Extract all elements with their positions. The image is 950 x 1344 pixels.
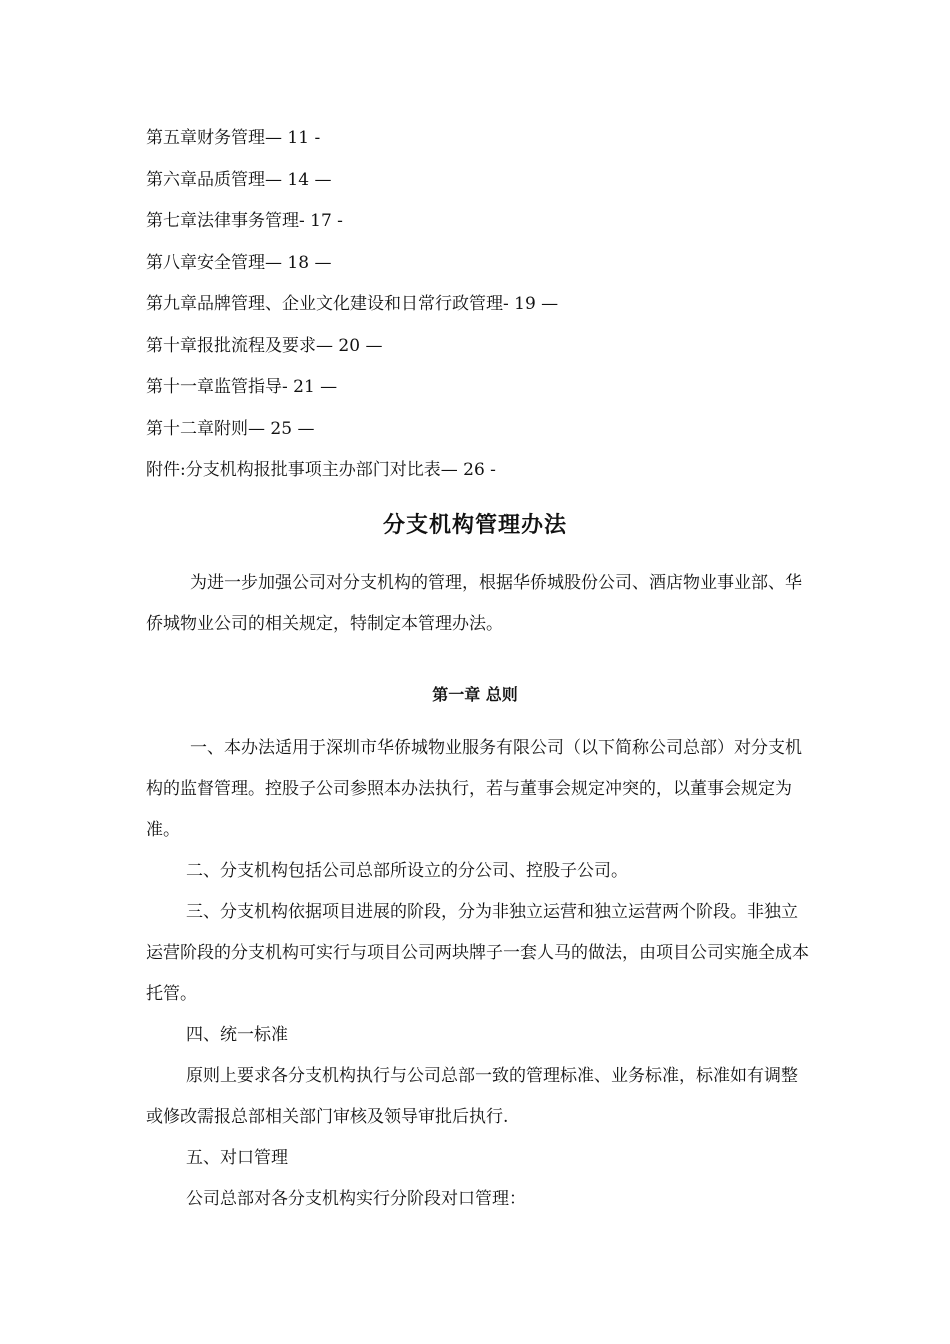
clause-5-heading: 五、对口管理 <box>186 1148 288 1168</box>
table-of-contents <box>146 128 826 502</box>
clause-1-paragraph: 一、本办法适用于深圳市华侨城物业服务有限公司（以下简称公司总部）对分支机构的监督管理。控股子公司参照本办法执行，若与董事会规定冲突的，以董事会规定为准。 <box>146 738 802 840</box>
document-title: 分支机构管理办法 <box>382 512 567 538</box>
toc-entry-chapter-10[interactable]: 第十章报批流程及要求— 20 — <box>146 335 383 356</box>
intro-paragraph: 为进一步加强公司对分支机构的管理，根据华侨城股份公司、酒店物业事业部、华侨城物业公司的相关规定，特制定本管理办法。 <box>146 573 802 634</box>
toc-entry-chapter-9[interactable]: 第九章品牌管理、企业文化建设和日常行政管理- 19 — <box>146 294 559 314</box>
toc-entry-chapter-6[interactable]: 第六章品质管理— 14 — <box>146 169 332 190</box>
toc-entry-appendix[interactable]: 附件:分支机构报批事项主办部门对比表— 26 - <box>146 460 496 480</box>
toc-entry-chapter-8[interactable]: 第八章安全管理— 18 — <box>146 252 332 273</box>
clause-5-paragraph: 公司总部对各分支机构实行分阶段对口管理： <box>186 1189 526 1209</box>
toc-entry-chapter-12[interactable]: 第十二章附则— 25 — <box>146 418 315 439</box>
clause-2-paragraph: 二、分支机构包括公司总部所设立的分公司、控股子公司。 <box>186 861 628 881</box>
toc-entry-chapter-5[interactable]: 第五章财务管理— 11 - <box>146 128 321 148</box>
toc-entry-chapter-11[interactable]: 第十一章监管指导- 21 — <box>146 377 338 397</box>
clause-4-heading: 四、统一标准 <box>186 1025 288 1045</box>
clause-3-paragraph: 三、分支机构依据项目进展的阶段，分为非独立运营和独立运营两个阶段。非独立运营阶段的分支机构可实行与项目公司两块牌子一套人马的做法，由项目公司实施全成本托管。 <box>146 902 809 1004</box>
clause-4-paragraph: 原则上要求各分支机构执行与公司总部一致的管理标准、业务标准，标准如有调整或修改需报总部相关部门审核及领导审批后执行. <box>146 1066 798 1127</box>
chapter-1-heading: 第一章 总则 <box>432 685 518 704</box>
toc-entry-chapter-7[interactable]: 第七章法律事务管理- 17 - <box>146 211 343 231</box>
